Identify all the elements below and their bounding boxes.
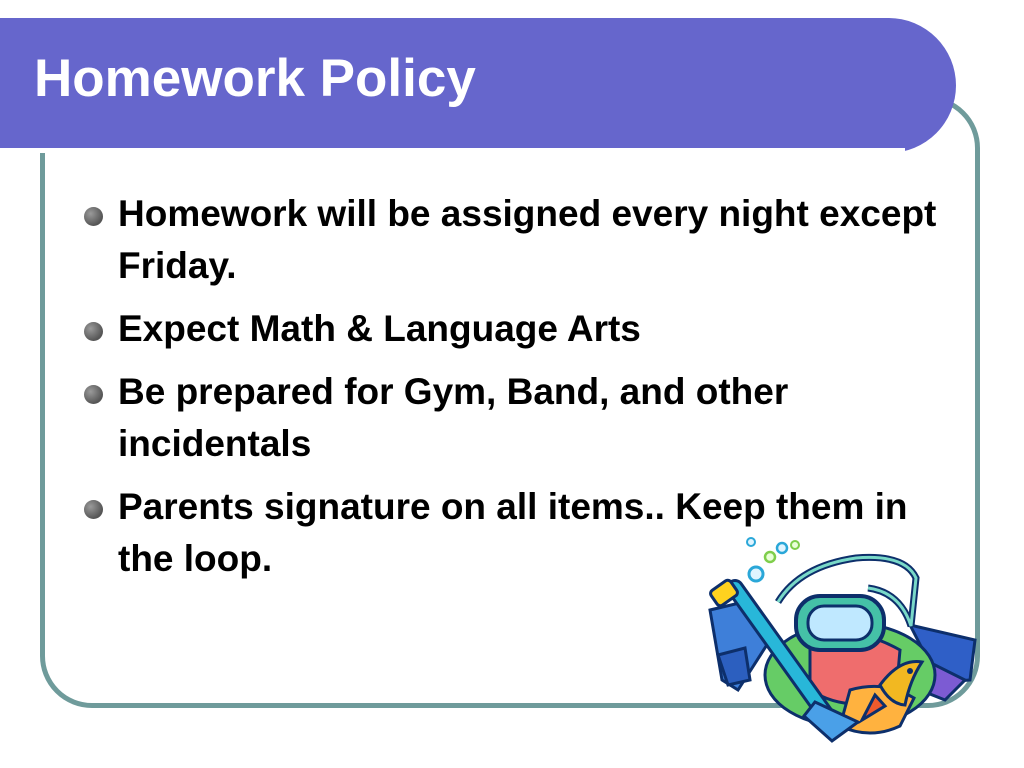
title-underline (0, 148, 905, 153)
bullet-text: Be prepared for Gym, Band, and other incidentals (118, 371, 789, 464)
bullet-item (118, 366, 968, 470)
bullet-text: Parents signature on all items.. Keep them in the loop. (118, 486, 908, 579)
bullet-dot-icon (84, 207, 103, 226)
bullet-text: Homework will be assigned every night except Friday. (118, 193, 937, 286)
snorkel-diver-icon (700, 530, 985, 745)
bullet-item (118, 188, 968, 292)
slide-title: Homework Policy (34, 49, 476, 108)
bullet-text: Expect Math & Language Arts (118, 308, 641, 349)
bullet-item (118, 303, 968, 355)
bullet-dot-icon (84, 385, 103, 404)
bullet-dot-icon (84, 500, 103, 519)
bullet-dot-icon (84, 322, 103, 341)
